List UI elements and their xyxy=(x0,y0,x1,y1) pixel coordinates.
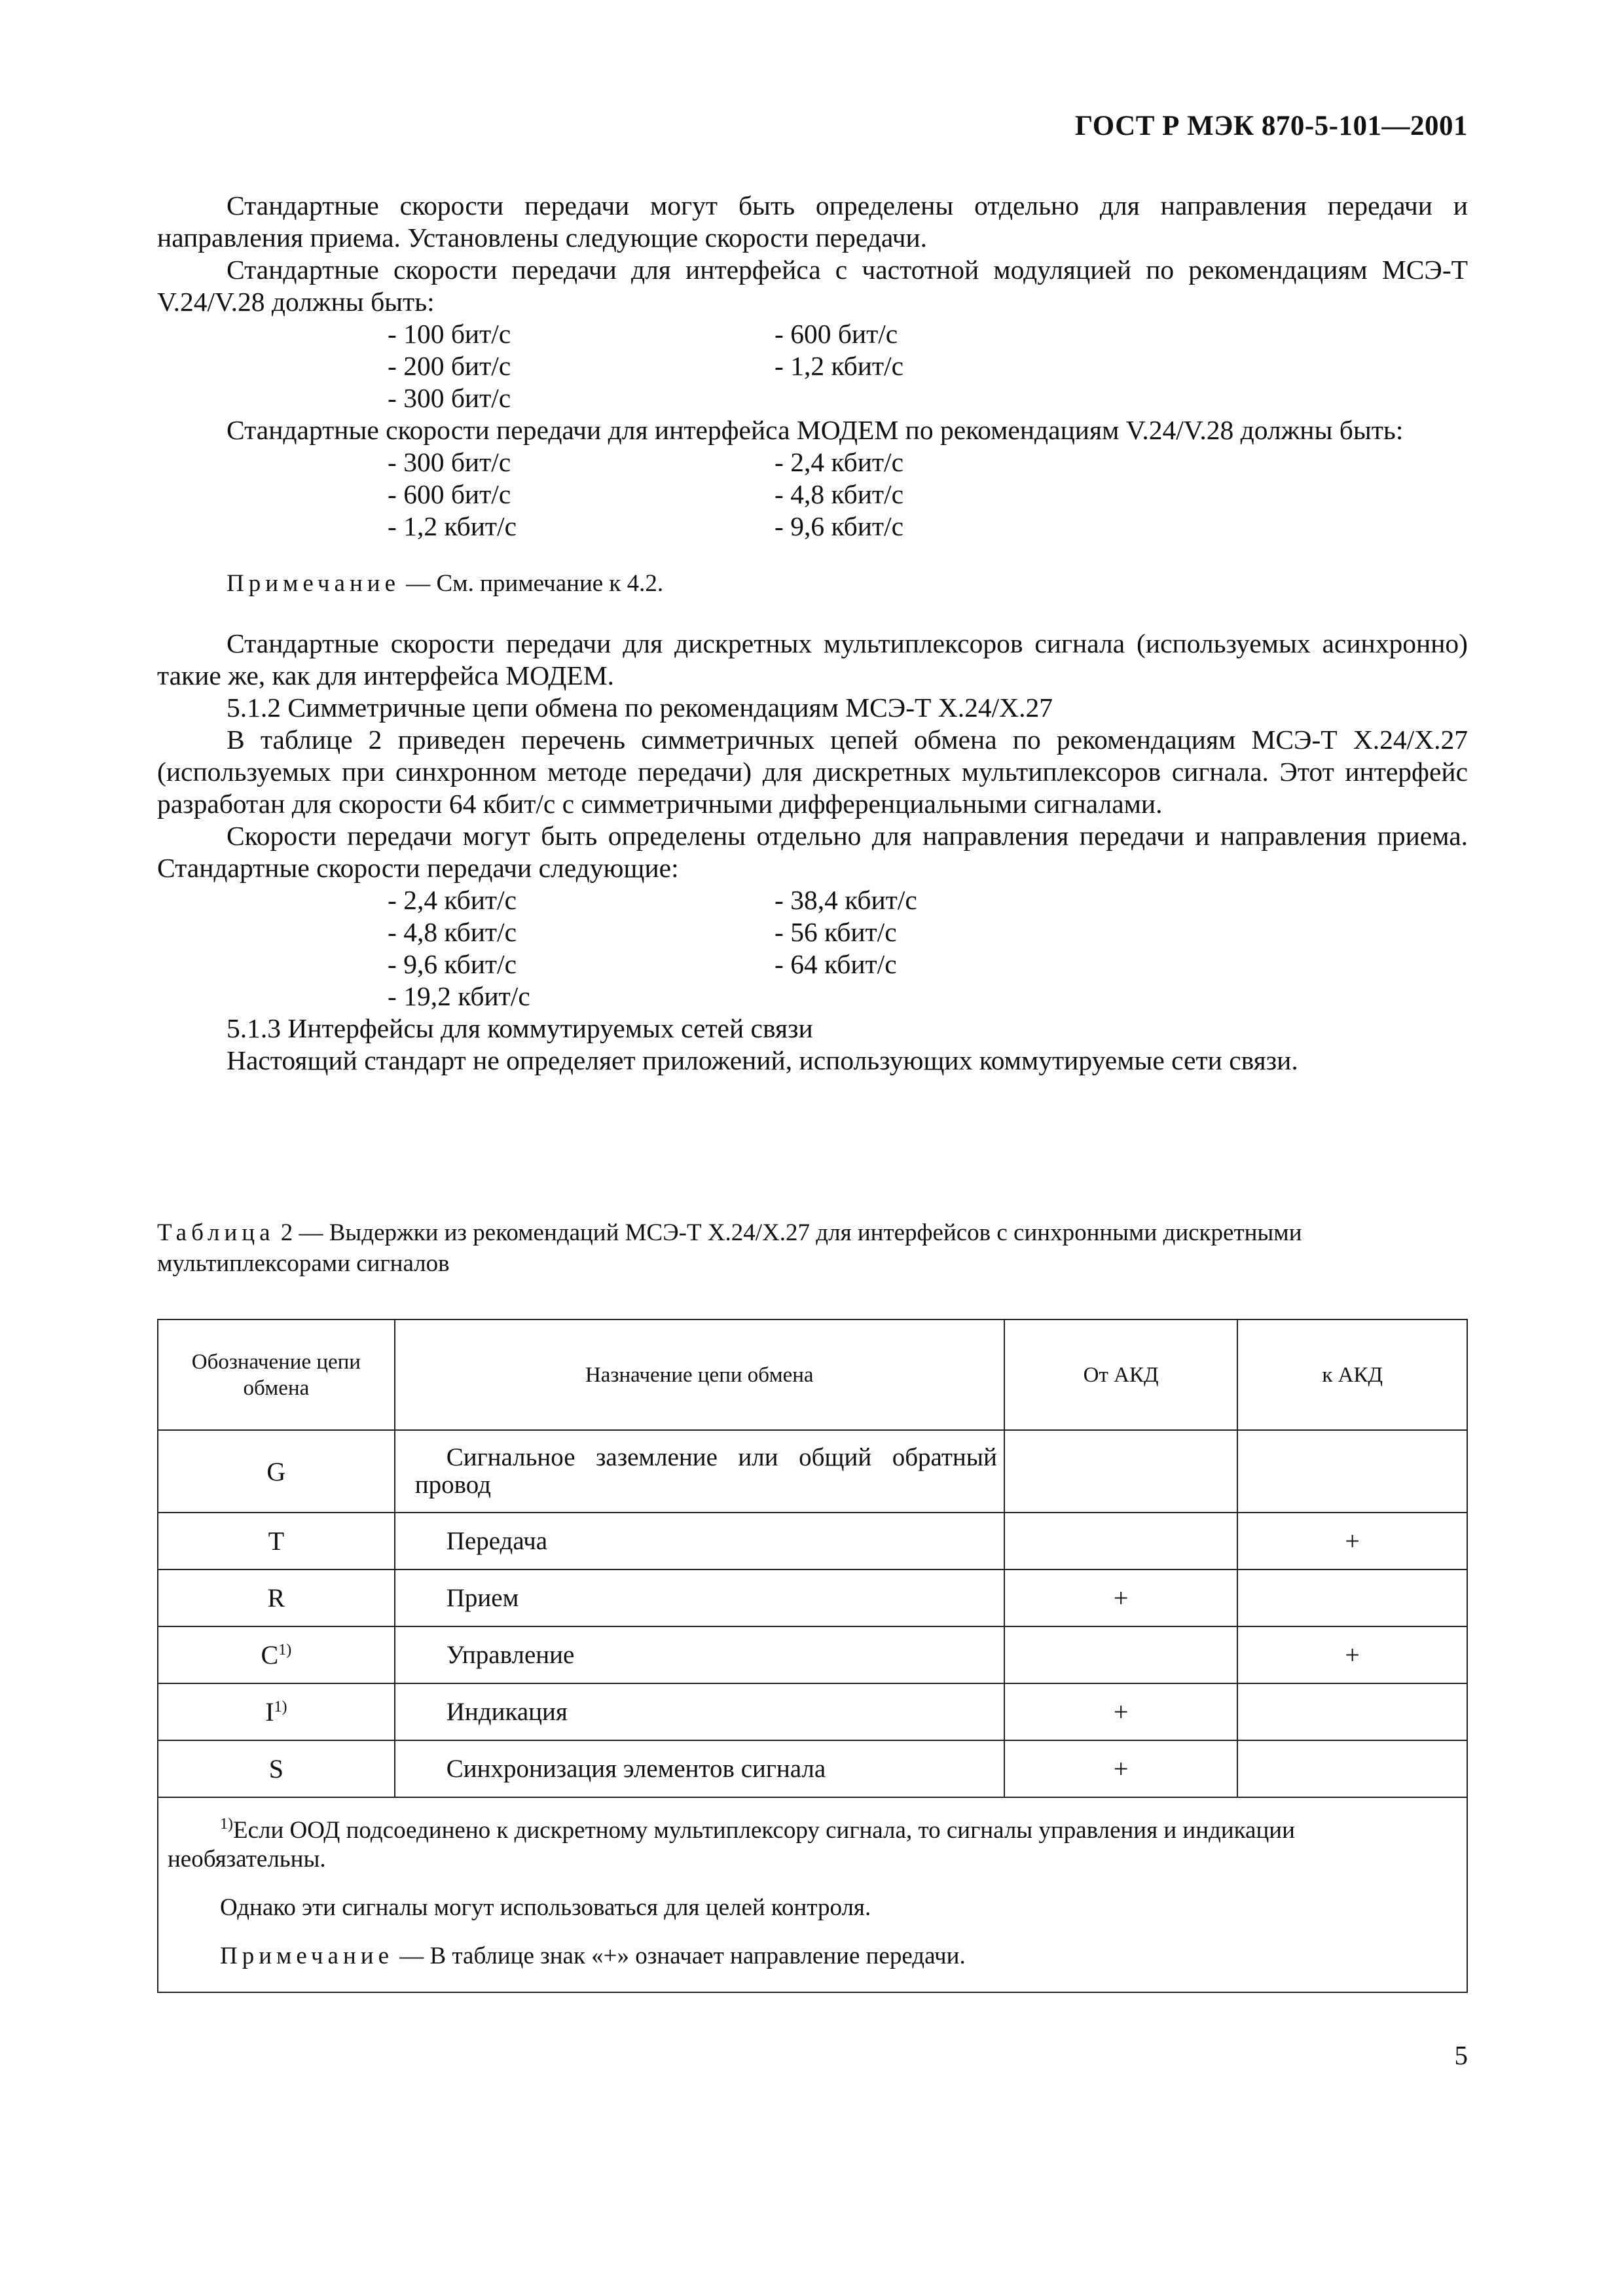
table-footnote-row xyxy=(158,1797,1467,1992)
speed-item: - 600 бит/с xyxy=(388,479,511,509)
speeds-fm-list xyxy=(157,318,1468,414)
speed-item: - 2,4 кбит/с xyxy=(775,447,903,477)
note-text: — См. примечание к 4.2. xyxy=(406,570,664,597)
paragraph-1: Стандартные скорости передачи могут быть определены отдельно для направления передачи и направления приема. Установлены следующие скорости передачи. xyxy=(157,190,1468,253)
table-row xyxy=(158,1740,1467,1797)
footnote-mark: 1) xyxy=(220,1816,233,1833)
cell-from-dce xyxy=(1004,1513,1238,1570)
speed-item xyxy=(775,382,1468,414)
page-number: 5 xyxy=(1454,2040,1468,2070)
cell-to-dce xyxy=(1237,1570,1467,1626)
cell-from-dce xyxy=(1004,1626,1238,1683)
document-header: ГОСТ Р МЭК 870-5-101—2001 xyxy=(1074,111,1468,141)
cell-purpose: Синхронизация элементов сигнала xyxy=(395,1740,1004,1797)
speed-item: - 2,4 кбит/с xyxy=(388,885,517,915)
cell-code: $I^{1)}$ xyxy=(158,1683,395,1740)
body-text xyxy=(157,190,1468,1077)
note-label: Примечание xyxy=(227,570,400,597)
paragraph-7: Скорости передачи могут быть определены отдельно для направления передачи и направления приема. Стандартные скорости передачи следующие: xyxy=(157,821,1468,883)
speed-item: - 9,6 кбит/с xyxy=(775,511,903,541)
speed-item: - 300 бит/с xyxy=(388,447,511,477)
table-note xyxy=(168,1942,1457,1971)
speed-item: - 200 бит/с xyxy=(388,351,511,381)
speed-item: - 100 бит/с xyxy=(388,319,511,349)
cell-purpose: Передача xyxy=(395,1513,1004,1570)
speed-item: - 56 кбит/с xyxy=(775,917,897,947)
table-row xyxy=(158,1513,1467,1570)
paragraph-9: Настоящий стандарт не определяет приложений, использующих коммутируемые сети связи. xyxy=(227,1045,1298,1075)
cell-from-dce: + xyxy=(1004,1570,1238,1626)
table-footnote: $^{1)}$Если ООД подсоединено к дискретному мультиплексору сигнала, то сигналы управления и индикации необязательны. xyxy=(168,1816,1295,1873)
table-caption-label: Таблица xyxy=(157,1219,275,1246)
cell-code: R xyxy=(158,1570,395,1626)
cell-from-dce: + xyxy=(1004,1740,1238,1797)
speed-item: - 1,2 кбит/с xyxy=(775,351,903,381)
speed-item xyxy=(775,980,1468,1013)
cell-to-dce xyxy=(1237,1430,1467,1513)
table-footnote-cell xyxy=(158,1797,1467,1992)
speed-item: - 9,6 кбит/с xyxy=(388,949,517,979)
table-row xyxy=(158,1683,1467,1740)
speed-item: - 600 бит/с xyxy=(775,319,898,349)
table-footnote-2: Однако эти сигналы могут использоваться для целей контроля. xyxy=(220,1894,871,1921)
header-to-dce: к АКД xyxy=(1237,1319,1467,1430)
cell-code: S xyxy=(158,1740,395,1797)
header-from-dce: От АКД xyxy=(1004,1319,1238,1430)
cell-code: G xyxy=(158,1430,395,1513)
table-note-label: Примечание xyxy=(220,1943,393,1969)
table-row xyxy=(158,1626,1467,1683)
speed-item: - 4,8 кбит/с xyxy=(775,479,903,509)
speeds-sym-list xyxy=(157,884,1468,1013)
table-caption-text: 2 — Выдержки из рекомендаций МСЭ-Т X.24/X.27 для интерфейсов с синхронными дискретными мультиплексорами сигналов xyxy=(157,1219,1302,1277)
speed-item: - 19,2 кбит/с xyxy=(388,981,530,1011)
paragraph-2: Стандартные скорости передачи для интерфейса с частотной модуляцией по рекомендациям МСЭ-Т V.24/V.28 должны быть: xyxy=(157,255,1468,317)
header-circuit-code: Обозначение цепи обмена xyxy=(158,1319,395,1430)
table-row xyxy=(158,1570,1467,1626)
section-5-1-3-heading: 5.1.3 Интерфейсы для коммутируемых сетей связи xyxy=(227,1013,813,1043)
paragraph-4: Стандартные скорости передачи для дискретных мультиплексоров сигнала (используемых асинхронно) такие же, как для интерфейса МОДЕМ. xyxy=(157,628,1468,691)
speed-item: - 64 кбит/с xyxy=(775,949,897,979)
cell-to-dce xyxy=(1237,1740,1467,1797)
cell-purpose: Прием xyxy=(395,1570,1004,1626)
cell-code: T xyxy=(158,1513,395,1570)
cell-to-dce: + xyxy=(1237,1626,1467,1683)
table-caption xyxy=(157,1217,1434,1279)
cell-to-dce xyxy=(1237,1683,1467,1740)
cell-purpose: Сигнальное заземление или общий обратный провод xyxy=(395,1430,1004,1513)
cell-from-dce xyxy=(1004,1430,1238,1513)
speed-item: - 38,4 кбит/с xyxy=(775,885,917,915)
cell-from-dce: + xyxy=(1004,1683,1238,1740)
speed-item: - 4,8 кбит/с xyxy=(388,917,517,947)
cell-purpose: Индикация xyxy=(395,1683,1004,1740)
table-row xyxy=(158,1430,1467,1513)
header-circuit-purpose: Назначение цепи обмена xyxy=(395,1319,1004,1430)
speeds-modem-list xyxy=(157,446,1468,543)
speed-item: - 1,2 кбит/с xyxy=(388,511,517,541)
table-note-text: — В таблице знак «+» означает направление передачи. xyxy=(399,1943,966,1969)
cell-purpose: Управление xyxy=(395,1626,1004,1683)
table-header-row xyxy=(158,1319,1467,1430)
paragraph-6: В таблице 2 приведен перечень симметричных цепей обмена по рекомендациям МСЭ-Т X.24/X.27 (используемых при синхронном методе передачи) для дискретных мультиплексоров сигнала. Этот интерфейс разработан для скорости 64 кбит/с с симметричными дифференциальными сигналами. xyxy=(157,725,1468,819)
footnote-ref: 1) xyxy=(274,1698,287,1715)
speed-item: - 300 бит/с xyxy=(388,383,511,413)
section-5-1-2-heading: 5.1.2 Симметричные цепи обмена по рекомендациям МСЭ-Т X.24/X.27 xyxy=(227,692,1053,723)
cell-code: $C^{1)}$ xyxy=(158,1626,395,1683)
table-2 xyxy=(157,1319,1468,1993)
note-1 xyxy=(157,569,1468,599)
paragraph-3: Стандартные скорости передачи для интерфейса МОДЕМ по рекомендациям V.24/V.28 должны быть: xyxy=(227,415,1404,445)
footnote-ref: 1) xyxy=(278,1641,292,1659)
cell-to-dce: + xyxy=(1237,1513,1467,1570)
